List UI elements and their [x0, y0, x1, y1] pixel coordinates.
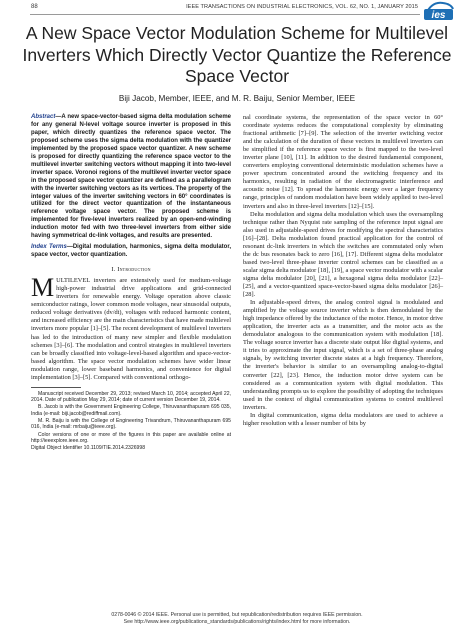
footnote-author1: B. Jacob is with the Government Engineering College, Thiruvananthapuram 695 035, India (e-mail: biji.jacob@rediffmail.com).: [31, 404, 231, 417]
section-heading: I. Introduction: [111, 266, 151, 274]
left-column: [31, 114, 231, 452]
intro-paragraph: [31, 273, 232, 382]
paper-title: A New Space Vector Modulation Scheme for Multilevel Inverters Which Directly Vector Quantize the Reference Space Vector: [22, 23, 452, 86]
drop-cap: M: [31, 273, 55, 303]
ies-logo: [423, 1, 454, 20]
abstract-text: —A new space-vector-based sigma delta modulation scheme for any general N-level voltage source inverter is proposed in this paper, which directly quantizes the reference space vector. The proposed scheme uses the sigma delta modulation with the quantizer implemented by the proposed space vector quantizer. A new scheme is proposed for directly quantizing the reference space vector to the multilevel inverter switching vectors without mapping it into two-level inverter space. Voronoi regions of the multilevel inverter vector space in the proposed space vector quantizer are defined as a parallelogram with the inverter switching vectors as its vertices. The property of the integer values of the inverter switching vectors in 60° coordinates is utilized for the direct vector quantization of the instantaneous reference voltage space vector. The proposed scheme is implemented for five-level inverters realized by an open-end-winding induction motor fed with two three-level inverters from either side having symmetrical dc-link voltages, and results are presented.: [31, 114, 231, 240]
index-terms-text: —Digital modulation, harmonics, sigma delta modulator, space vector, vector quantization.: [31, 244, 232, 259]
header-rule: [30, 14, 420, 15]
paper-authors: Biji Jacob, Member, IEEE, and M. R. Baiju, Senior Member, IEEE: [118, 94, 356, 103]
footnote-received: Manuscript received December 29, 2013; revised March 10, 2014; accepted April 22, 2014. Date of publication May 29, 2014; date of current version December 19, 2014.: [31, 390, 231, 404]
body-paragraph-4: In digital communication, sigma delta modulators are used to achieve a higher resolution with a lesser number of bits by: [243, 411, 443, 427]
body-paragraph-3: In adjustable-speed drives, the analog control signal is modulated and amplified by the voltage source inverter which is then demodulated by the high impedance offered by the inductance of the motor. Hence, in motor drive application, the inverter acts as a transmitter, and the motor acts as the demodulator analogous to the communication system with modulation [18]. The voltage source inverter has a discrete state output like digital systems, and it tries to approximate the input signal, which is a set of three-phase analog signals, by switching inverter discrete states at a high frequency. Therefore, the inverter's behavior is similar to an oversampling analog-to-digital converter [22], [23]. Hence, the induction motor drive system can be considered as a communication system with digital modulation. This understanding prompts us to explore the possibility of adopting the techniques used in the context of digital communication systems to control multilevel inverters.: [243, 299, 443, 411]
footnote-color: Color versions of one or more of the figures in this paper are available online at http://ieeexplore.ieee.org.: [31, 431, 231, 444]
index-terms: [31, 244, 231, 260]
rights-url: See http://www.ieee.org/publications_standards/publications/rights/index.html for more information.: [123, 619, 351, 625]
intro-first-word: ULTILEVEL: [56, 277, 91, 285]
page-number: 88: [31, 4, 38, 10]
intro-text: inverters are extensively used for medium-voltage high-power industrial drive applications and grid-connected inverters for renewable energy. Voltage operation above classic semiconductor ratings, lower common mode voltages, near sinusoidal outputs, reduced voltage derivatives (dv/dt), voltages with reduced harmonic content, and increased efficiency are the main characteristics that have made multilevel inverters more popular [1]–[5]. The recent development of multilevel inverters has led to the introduction of many new simpler and flexible modulation schemes [3]–[6]. The modulation and control strategies in multilevel inverters can be broadly classified into voltage-level-based algorithm and space-vector-based algorithm. The space vector modulation schemes have wider linear modulation range, lower baseband harmonics, and convenience for digital implementation [3]–[5]. Compared with conventional orthogo-: [31, 277, 232, 381]
index-terms-label: Index Terms: [31, 244, 67, 251]
body-paragraph-2: Delta modulation and sigma delta modulation which uses the oversampling technique rather than Nyquist rate sampling of the reference input signal are also used in adjustable-speed drives for modifying the spectral characteristics [16]–[28]. Delta modulation found practical application for the control of resonant dc-link inverters in which the switches are commutated only when the dc bus resonates back to zero [16], [17]. Different sigma delta modulator based two-level three-phase inverter control schemes can be classified as a scalar sigma delta modulator [18], [19], a space vector modulator with a scalar sigma delta modulator [20], [21], a hexagonal sigma delta modulator [22]–[25], and a vector-quantized space-vector-based sigma delta modulator [26]–[28].: [243, 210, 443, 299]
abstract: [31, 114, 231, 241]
footnote-doi: Digital Object Identifier 10.1109/TIE.2014.2326998: [31, 445, 146, 452]
footnote-author2: M. R. Baiju is with the College of Engineering Trivandrum, Thiruvananthapuram 695 016, India (e-mail: mrbaiju@ieee.org).: [31, 418, 231, 431]
abstract-label: Abstract: [31, 114, 56, 120]
svg-text:ies: ies: [431, 10, 446, 20]
journal-header: IEEE TRANSACTIONS ON INDUSTRIAL ELECTRONICS, VOL. 62, NO. 1, JANUARY 2015: [186, 4, 418, 10]
footnote-rule: [31, 387, 81, 388]
right-column: [243, 114, 443, 428]
copyright-notice: 0278-0046 © 2014 IEEE. Personal use is permitted, but republication/redistribution requires IEEE permission.: [111, 612, 363, 618]
body-paragraph-1: nal coordinate systems, the representation of the space vector in 60° coordinate systems reduces the computational complexity by eliminating fractional arithmetic [7]–[9]. The selection of the inverter switching vector and the calculation of the duration of these vectors in multilevel inverters can be simplified if the reference space vector is first mapped to the two-level inverter plane [10], [11]. In addition to the desired fundamental component, converters employing conventional deterministic modulation schemes have a power spectrum concentrated around the switching frequency and its harmonics, resulting in radiation of the electromagnetic interference and acoustic noise [12]. To spread the harmonic energy over a larger frequency range, principles of random modulation have been widely applied to two-level inverters and also in three-level inverters [12]–[15].: [243, 114, 443, 210]
